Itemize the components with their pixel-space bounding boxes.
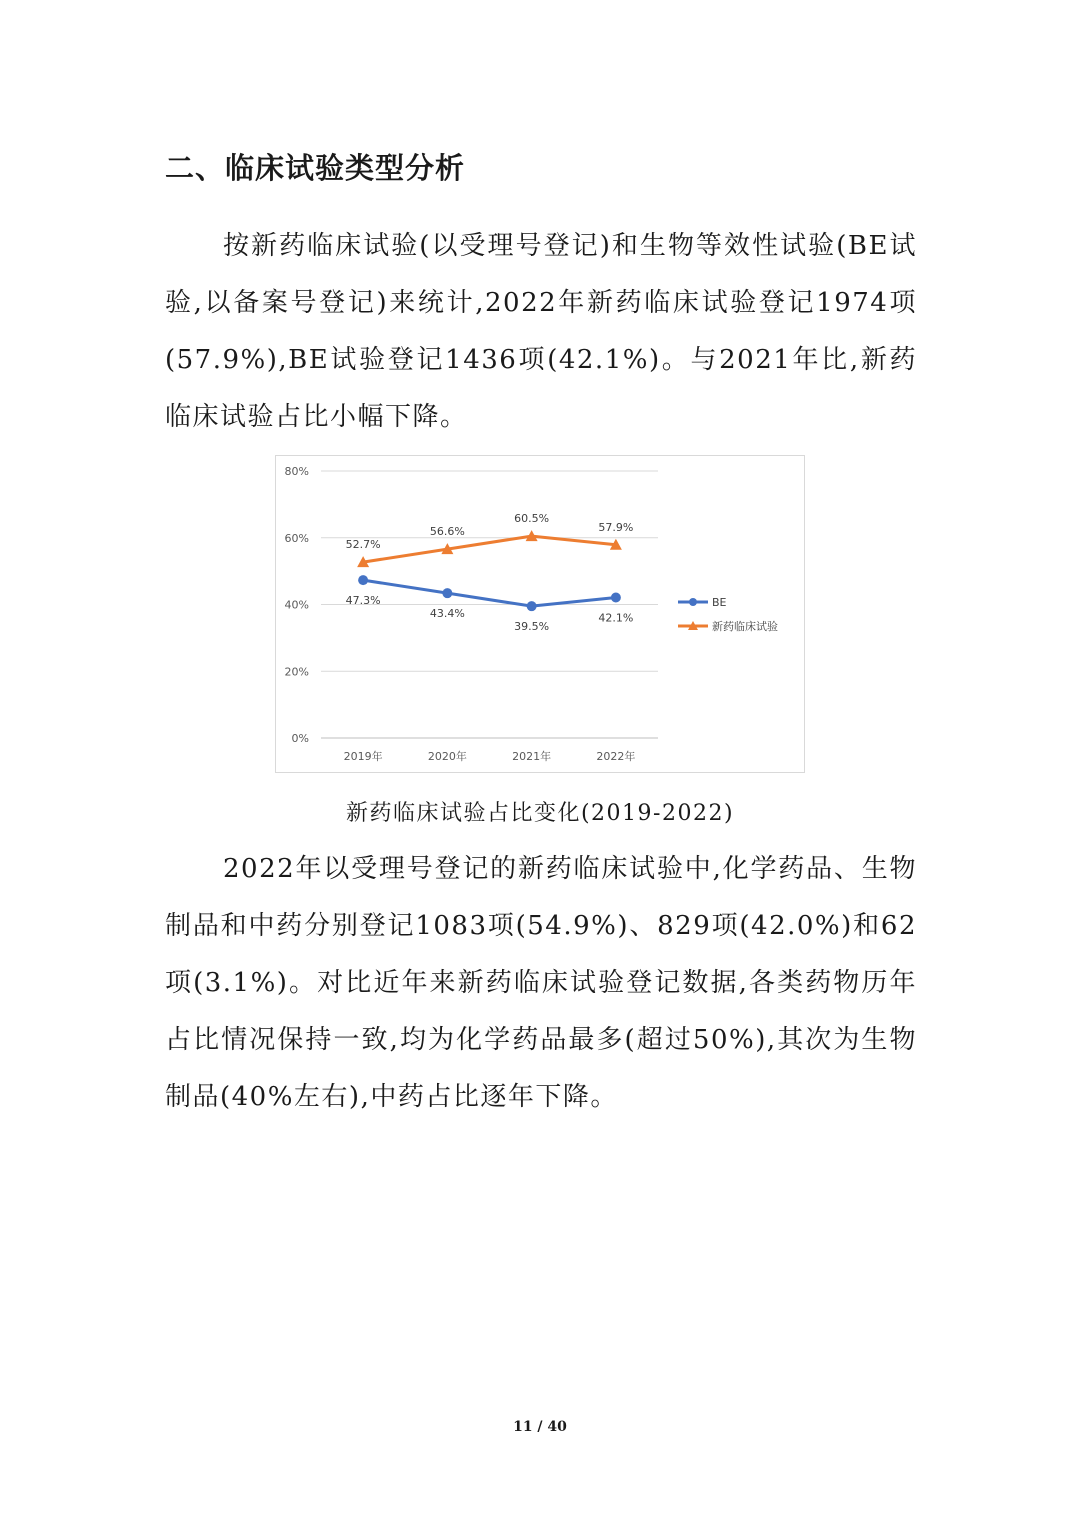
- chart-frame: [275, 455, 805, 773]
- series-line-new-drug: [363, 536, 616, 562]
- x-tick-label: 2020年: [427, 750, 467, 763]
- line-chart: [276, 456, 806, 774]
- data-point: [611, 592, 621, 602]
- data-point: [358, 575, 368, 585]
- data-label: 52.7%: [345, 538, 381, 552]
- x-tick-label: 2021年: [512, 750, 552, 763]
- y-tick-label: 60%: [284, 531, 309, 545]
- section-heading: 二、临床试验类型分析: [165, 151, 466, 185]
- data-label: 39.5%: [514, 620, 550, 634]
- data-point: [442, 588, 452, 598]
- data-label: 42.1%: [598, 611, 634, 625]
- legend-marker: [689, 598, 697, 606]
- x-tick-label: 2022年: [596, 750, 636, 763]
- chart-caption: 新药临床试验占比变化(2019-2022): [345, 801, 735, 826]
- page-number: 11 / 40: [513, 1419, 567, 1435]
- data-label: 57.9%: [598, 520, 634, 534]
- legend-label: 新药临床试验: [712, 620, 778, 633]
- y-tick-label: 40%: [284, 598, 309, 612]
- legend-label: BE: [712, 596, 727, 609]
- paragraph-trial-types: 按新药临床试验(以受理号登记)和生物等效性试验(BE试验,以备案号登记)来统计,2022年新药临床试验登记1974项(57.9%),BE试验登记1436项(42.1%)。与2021年比,新药临床试验占比小幅下降。: [165, 231, 917, 432]
- data-label: 47.3%: [345, 594, 381, 608]
- data-point: [527, 601, 537, 611]
- paragraph-drug-categories: 2022年以受理号登记的新药临床试验中,化学药品、生物制品和中药分别登记1083项(54.9%)、829项(42.0%)和62项(3.1%)。对比近年来新药临床试验登记数据,各类药物历年占比情况保持一致,均为化学药品最多(超过50%),其次为生物制品(40%左右),中药占比逐年下降。: [165, 854, 917, 1112]
- data-label: 56.6%: [429, 525, 465, 539]
- data-label: 60.5%: [514, 512, 550, 526]
- data-label: 43.4%: [429, 607, 465, 621]
- series-line-be: [363, 580, 616, 606]
- y-tick-label: 0%: [291, 732, 309, 745]
- x-tick-label: 2019年: [343, 750, 383, 763]
- y-tick-label: 20%: [284, 665, 309, 679]
- y-tick-label: 80%: [284, 465, 309, 478]
